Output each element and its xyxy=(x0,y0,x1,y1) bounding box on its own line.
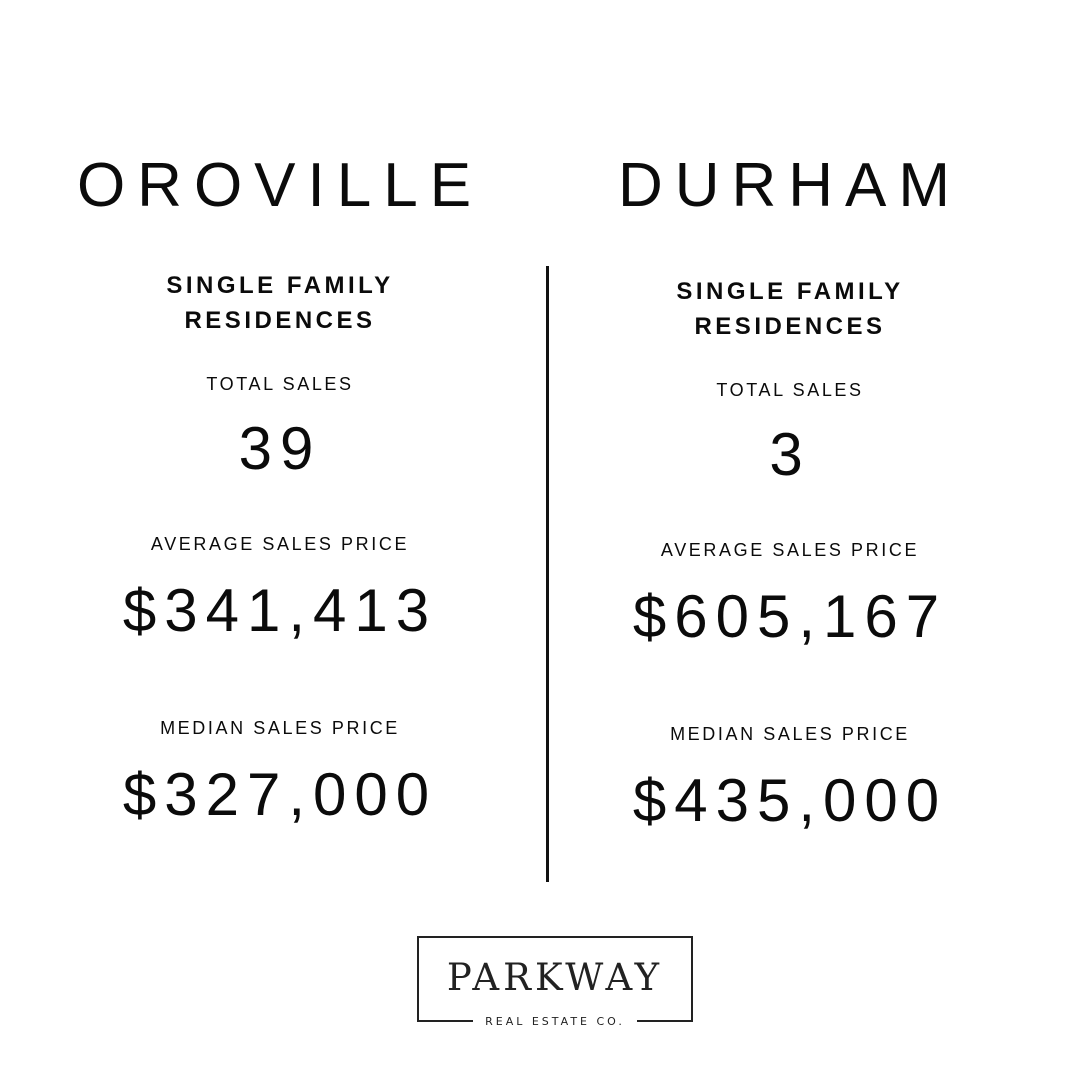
logo-brand-name: PARKWAY xyxy=(446,956,664,999)
city-title: DURHAM xyxy=(617,151,963,220)
median-price-value: $435,000 xyxy=(632,767,948,834)
average-price-value: $341,413 xyxy=(122,577,438,644)
category-line-2: RESIDENCES xyxy=(184,307,376,334)
median-price-value: $327,000 xyxy=(122,761,438,828)
category-heading xyxy=(45,268,515,338)
average-price-label: AVERAGE SALES PRICE xyxy=(660,540,920,560)
category-line-2: RESIDENCES xyxy=(694,313,886,340)
category-heading xyxy=(555,274,1025,344)
total-sales-value: 3 xyxy=(769,421,811,488)
total-sales-label: TOTAL SALES xyxy=(716,380,864,400)
logo-tagline xyxy=(417,1014,693,1030)
median-price-label: MEDIAN SALES PRICE xyxy=(670,724,910,744)
parkway-logo xyxy=(417,936,693,1028)
median-price-label: MEDIAN SALES PRICE xyxy=(160,718,400,738)
category-line-1: SINGLE FAMILY xyxy=(676,278,904,305)
total-sales-label: TOTAL SALES xyxy=(206,374,354,394)
average-price-value: $605,167 xyxy=(632,583,948,650)
average-price-label: AVERAGE SALES PRICE xyxy=(150,534,410,554)
category-line-1: SINGLE FAMILY xyxy=(166,272,394,299)
total-sales-value: 39 xyxy=(238,415,322,482)
logo-tagline-text: REAL ESTATE CO. xyxy=(479,1015,631,1028)
column-divider xyxy=(546,266,549,882)
city-title: OROVILLE xyxy=(76,151,484,220)
